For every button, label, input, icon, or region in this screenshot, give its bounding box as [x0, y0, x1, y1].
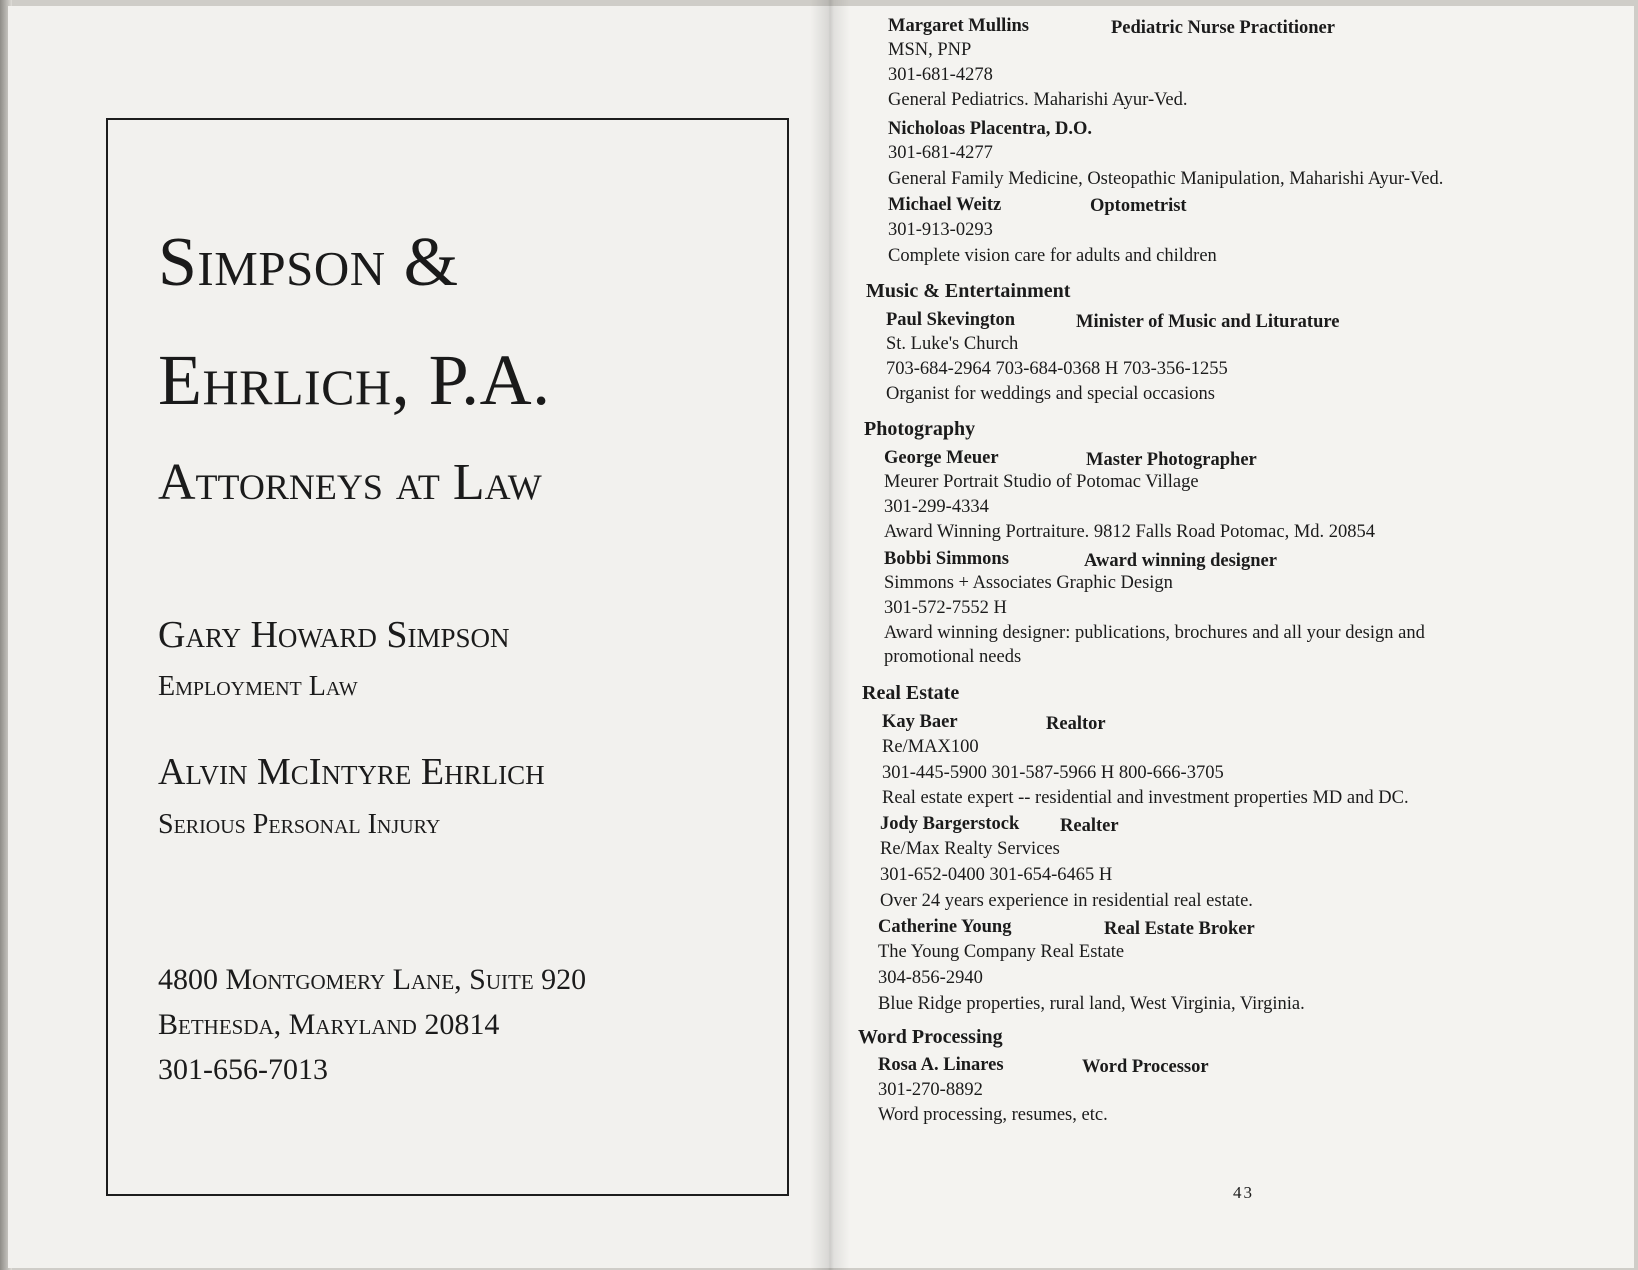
entry-name: Paul Skevington [886, 310, 1016, 330]
entry-role: Realter [1060, 816, 1119, 836]
attorney-specialty: Serious Personal Injury [158, 809, 441, 840]
firm-name-line2: Ehrlich, P.A. [158, 340, 551, 420]
attorney-name: Gary Howard Simpson [158, 614, 510, 656]
firm-phone: 301-656-7013 [158, 1053, 328, 1086]
entry-line: Simmons + Associates Graphic Design [884, 573, 1173, 593]
entry-description: Award Winning Portraiture. 9812 Falls Road Potomac, Md. 20854 [884, 522, 1376, 542]
entry-role: Master Photographer [1086, 450, 1257, 470]
entry-role: Minister of Music and Liturature [1076, 312, 1340, 332]
firm-name-line1: Simpson & [158, 224, 459, 301]
entry-description: Real estate expert -- residential and investment properties MD and DC. [882, 788, 1409, 808]
entry-description: Organist for weddings and special occasions [886, 384, 1215, 404]
entry-description: Blue Ridge properties, rural land, West Virginia, Virginia. [878, 994, 1305, 1014]
entry-name: Bobbi Simmons [884, 549, 1009, 569]
directory-listing [828, 6, 1634, 1268]
book-gutter [810, 0, 850, 1270]
entry-line: Re/MAX100 [882, 737, 979, 757]
law-firm-ad [106, 118, 789, 1196]
entry-description: promotional needs [884, 647, 1022, 667]
entry-phone: 301-299-4334 [884, 497, 989, 517]
entry-name: Nicholoas Placentra, D.O. [888, 119, 1092, 139]
section-heading: Music & Entertainment [866, 280, 1071, 302]
entry-line: Re/Max Realty Services [880, 839, 1060, 859]
entry-role: Real Estate Broker [1104, 919, 1255, 939]
right-page [828, 6, 1634, 1268]
entry-line: Meurer Portrait Studio of Potomac Village [884, 472, 1199, 492]
entry-name: Jody Bargerstock [880, 814, 1020, 834]
entry-role: Realtor [1046, 714, 1106, 734]
entry-role: Optometrist [1090, 196, 1187, 216]
entry-description: General Pediatrics. Maharishi Ayur-Ved. [888, 90, 1188, 110]
entry-description: Award winning designer: publications, brochures and all your design and [884, 623, 1425, 643]
entry-description: Over 24 years experience in residential real estate. [880, 891, 1253, 911]
entry-description: Word processing, resumes, etc. [878, 1105, 1108, 1125]
entry-description: Complete vision care for adults and children [888, 246, 1217, 266]
firm-tagline: Attorneys at Law [158, 454, 542, 511]
entry-line: MSN, PNP [888, 40, 972, 60]
address-city: Bethesda, Maryland 20814 [158, 1008, 500, 1041]
entry-phone: 301-913-0293 [888, 220, 993, 240]
entry-name: Kay Baer [882, 712, 958, 732]
entry-name: Rosa A. Linares [878, 1055, 1004, 1075]
entry-phone: 301-681-4278 [888, 65, 993, 85]
entry-name: Michael Weitz [888, 195, 1002, 215]
entry-role: Pediatric Nurse Practitioner [1111, 18, 1335, 38]
page-number: 43 [1233, 1183, 1254, 1202]
entry-phone: 301-270-8892 [878, 1080, 983, 1100]
left-page [8, 6, 828, 1268]
entry-role: Word Processor [1082, 1057, 1209, 1077]
entry-name: George Meuer [884, 448, 999, 468]
entry-role: Award winning designer [1084, 551, 1277, 571]
section-heading: Word Processing [858, 1026, 1003, 1048]
entry-description: General Family Medicine, Osteopathic Manipulation, Maharishi Ayur-Ved. [888, 169, 1444, 189]
entry-phone: 301-681-4277 [888, 143, 993, 163]
entry-phone: 304-856-2940 [878, 968, 983, 988]
entry-phone: 301-445-5900 301-587-5966 H 800-666-3705 [882, 763, 1224, 783]
entry-phone: 301-572-7552 H [884, 598, 1007, 618]
entry-line: St. Luke's Church [886, 334, 1019, 354]
entry-line: The Young Company Real Estate [878, 942, 1125, 962]
attorney-name: Alvin McIntyre Ehrlich [158, 751, 545, 793]
entry-name: Margaret Mullins [888, 16, 1029, 36]
attorney-specialty: Employment Law [158, 671, 358, 702]
entry-phone: 301-652-0400 301-654-6465 H [880, 865, 1113, 885]
section-heading: Real Estate [862, 682, 960, 704]
section-heading: Photography [864, 418, 976, 440]
entry-name: Catherine Young [878, 917, 1012, 937]
address-street: 4800 Montgomery Lane, Suite 920 [158, 963, 587, 996]
entry-phone: 703-684-2964 703-684-0368 H 703-356-1255 [886, 359, 1228, 379]
